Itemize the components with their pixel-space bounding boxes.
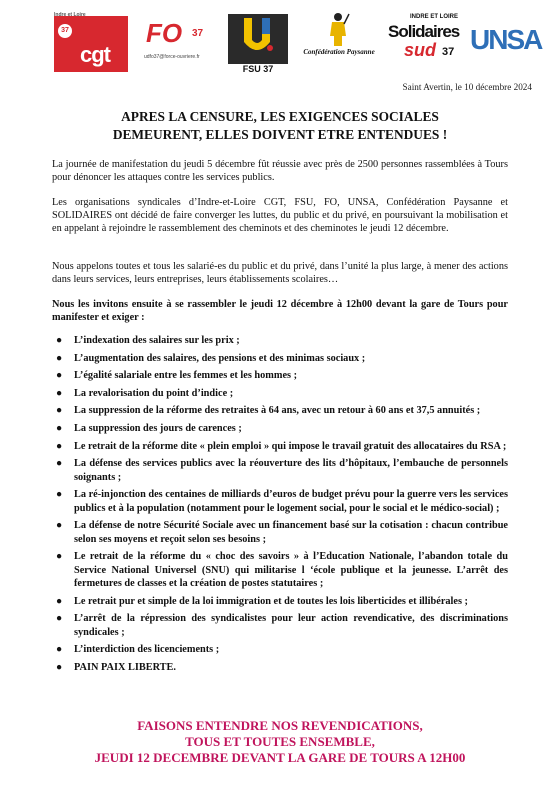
cgt-logo-text: cgt [80,42,110,67]
list-item [52,457,508,484]
solidaires-logo-region: INDRE ET LOIRE [410,14,459,20]
list-item [52,352,508,365]
dateline: Saint Avertin, le 10 décembre 2024 [402,82,532,92]
bullet-icon: ● [56,370,63,382]
list-item [52,334,508,347]
list-item [52,488,508,515]
footer-slogan [40,718,520,766]
cgt-logo-number: 37 [58,24,72,38]
list-item [52,643,508,656]
list-item-text: PAIN PAIX LIBERTE. [74,661,176,673]
list-item-text: L’arrêt de la répression des syndicalistes pour leur action revendicative, des discriminations syndicales ; [74,613,508,638]
list-item-text: Le retrait de la réforme du « choc des savoirs » à l’Education Nationale, l’abandon totale du Service National Universel (SNU) qui militarise l ‘école publique et la jeunesse. L’arrêt des fermetures de classes et la création de postes statutaires ; [74,551,508,589]
list-item-text: L’augmentation des salaires, des pensions et des minimas sociaux ; [74,352,366,364]
bullet-icon: ● [56,613,63,625]
footer-line: FAISONS ENTENDRE NOS REVENDICATIONS, [137,718,423,733]
bullet-icon: ● [56,335,63,346]
paragraph-call: Nous appelons toutes et tous les salarié-es du public et du privé, dans l’unité la plus large, à mener des actions dans leurs services, leurs entreprises, leurs établissements scolaires… [52,261,508,285]
list-item [52,661,508,674]
bullet-icon: ● [56,458,63,470]
bullet-icon: ● [56,422,63,434]
list-item-text: La défense de notre Sécurité Sociale avec un financement basé sur la cotisation : chacun contribue selon ses moyens et reçoit selon ses besoins ; [74,520,508,545]
list-item-text: La suppression de la réforme des retraites à 64 ans, avec un retour à 60 ans et 37,5 annuités ; [74,405,481,417]
fsu-logo [228,12,290,74]
fsu-logo-text: FSU 37 [242,64,274,74]
paragraph-rally: Nous les invitons ensuite à se rassembler le jeudi 12 décembre à 12h00 devant la gare de Tours pour manifester et exiger : [52,299,508,323]
list-item [52,422,508,435]
list-item [52,369,508,382]
bullet-icon: ● [56,644,63,656]
list-item-text: La défense des services publics avec la réouverture des lits d’hôpitaux, l’embauche de personnels soignants ; [74,458,508,483]
cgt-logo [48,12,128,74]
list-item-text: L’interdiction des licenciements ; [74,644,220,656]
title-line: APRES LA CENSURE, LES EXIGENCES SOCIALES [121,109,439,124]
fo-logo-email: udfo37@force-ouvriere.fr [144,54,200,60]
list-item-text: La ré-injonction des centaines de milliards d’euros de budget prévu pour la guerre vers les services publics et à la population (notamment pour le logement social, pour le social et le médico-social) ; [74,489,508,514]
title-line: DEMEURENT, ELLES DOIVENT ETRE ENTENDUES ! [112,127,448,142]
fsu-u-icon [240,16,274,54]
bullet-icon: ● [56,387,63,399]
list-item [52,519,508,546]
confederation-paysanne-text: Confédération Paysanne [303,48,375,56]
bullet-icon: ● [56,489,63,501]
list-item-text: La revalorisation du point d’indice ; [74,387,234,399]
bullet-icon: ● [56,440,63,452]
bullet-icon: ● [56,595,63,607]
unsa-logo-text: UNSA [470,24,542,55]
footer-line: JEUDI 12 DECEMBRE DEVANT LA GARE DE TOURS A 12H00 [94,750,466,765]
solidaires-logo [388,12,468,74]
sud-logo-text: sud [404,40,437,60]
list-item [52,387,508,400]
solidaires-logo-number: 37 [442,46,455,58]
fo-logo-text: FO [146,18,183,48]
list-item-text: La suppression des jours de carences ; [74,422,242,434]
logo-bar [48,12,542,76]
list-item [52,440,508,453]
footer-line: TOUS ET TOUTES ENSEMBLE, [185,734,375,749]
solidaires-logo-text: Solidaires [388,22,460,41]
fo-logo [140,12,220,74]
confederation-paysanne-logo [300,12,378,74]
list-item-text: L’indexation des salaires sur les prix ; [74,335,240,346]
list-item-text: Le retrait pur et simple de la loi immigration et de toutes les lois liberticides et illibérales ; [74,595,468,607]
unsa-logo [468,12,542,74]
bullet-icon: ● [56,405,63,417]
bullet-icon: ● [56,352,63,364]
paragraph-intro: La journée de manifestation du jeudi 5 décembre fût réussie avec près de 2500 personnes rassemblées à Tours pour dénoncer les attaques contre les services publics. [52,159,508,183]
bullet-icon: ● [56,551,63,563]
list-item-text: Le retrait de la réforme dite « plein emploi » qui impose le travail gratuit des allocataires du RSA ; [74,440,507,452]
cgt-logo-region: Indre et Loire [54,12,86,18]
paragraph-organisations: Les organisations syndicales d’Indre-et-Loire CGT, FSU, FO, UNSA, Confédération Paysanne et SOLIDAIRES ont décidé de faire converger les luttes, du public et du privé, en poursuivant la mobilisation et en appelant à rejoindre le rassemblement des cheminots et des cheminotes le jeudi 12 décembre. [52,197,508,234]
farmer-figure-icon [326,12,350,48]
list-item [52,595,508,608]
list-item-text: L’égalité salariale entre les femmes et les hommes ; [74,370,298,382]
bullet-icon: ● [56,520,63,532]
bullet-icon: ● [56,661,63,673]
demands-list [52,334,508,678]
list-item [52,612,508,639]
fo-logo-number: 37 [192,28,204,39]
page-title [40,108,520,144]
list-item [52,550,508,590]
list-item [52,404,508,417]
